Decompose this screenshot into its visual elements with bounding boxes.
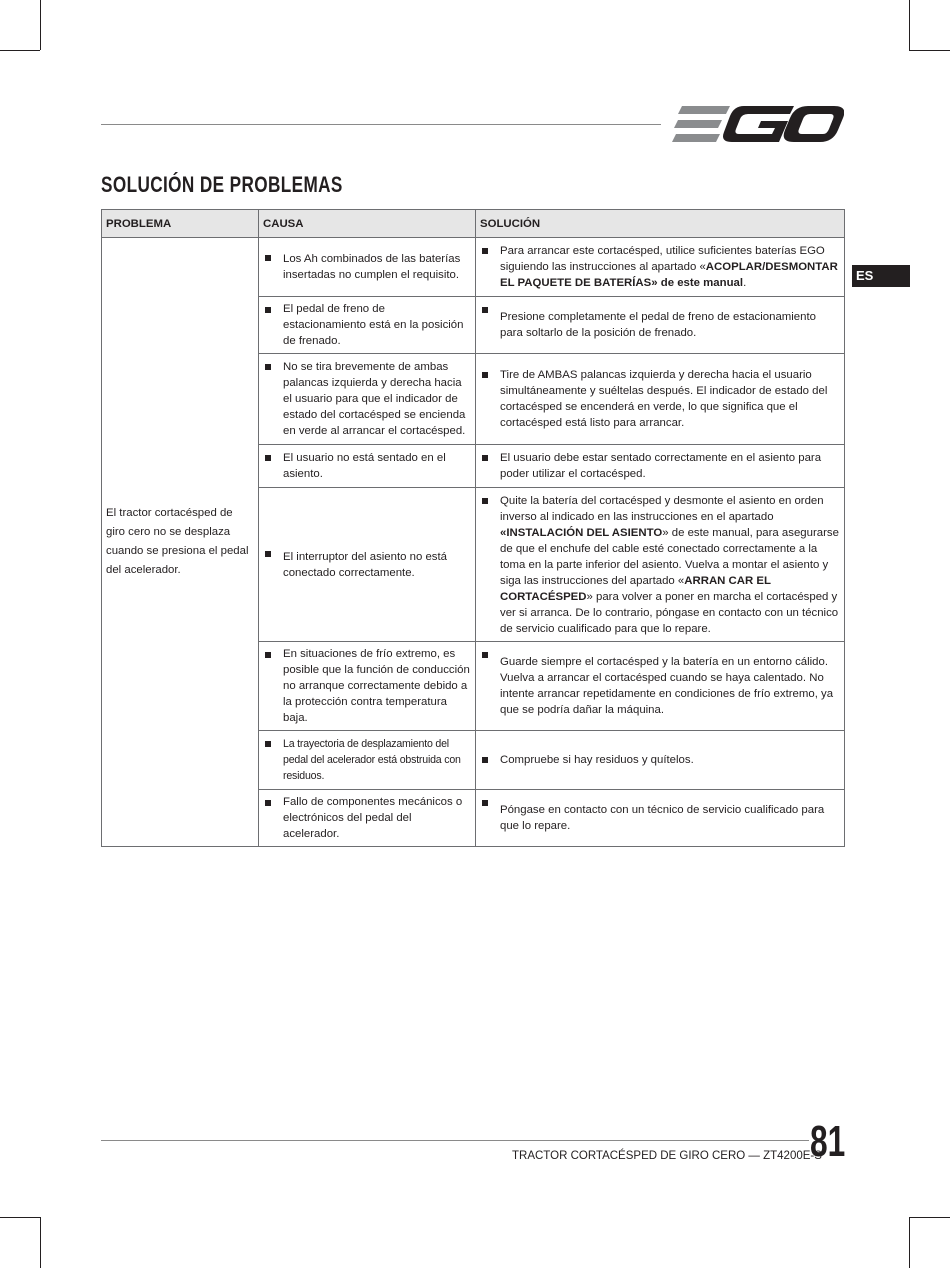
bullet-icon [482,498,488,504]
logo-g [723,106,794,142]
solution-cell [476,238,845,297]
crop-mark [40,0,41,50]
column-header-causa: CAUSA [259,210,476,238]
header-rule [101,124,661,125]
cause-cell [259,297,476,354]
cause-text: Los Ah combinados de las baterías insertadas no cumplen el requisito. [283,253,461,281]
bullet-icon [482,372,488,378]
bullet-icon [482,307,488,313]
cause-text: No se tira brevemente de ambas palancas izquierda y derecha hacia el usuario para que el indicador de estado del cortacésped se encienda en verde al arrancar el cortacésped. [283,361,466,437]
cause-cell [259,445,476,488]
solution-cell [476,488,845,642]
cause-cell [259,731,476,790]
logo-o [784,106,844,142]
bullet-icon [265,364,271,370]
crop-mark [0,50,40,51]
cause-cell [259,642,476,731]
bullet-icon [482,800,488,806]
solution-text: Tire de AMBAS palancas izquierda y derecha hacia el usuario simultáneamente y suéltelas después. El indicador de estado del cortacésped se encenderá en verde, lo que significa que el cortacésped está listo para arrancar. [500,369,828,429]
crop-mark [909,0,910,50]
column-header-problema: PROBLEMA [102,210,259,238]
cause-text: El pedal de freno de estacionamiento está en la posición de frenado. [283,303,464,347]
bullet-icon [265,455,271,461]
page-title: SOLUCIÓN DE PROBLEMAS [101,172,343,197]
bullet-icon [482,455,488,461]
solution-text: Guarde siempre el cortacésped y la batería en un entorno cálido. Vuelva a arrancar el cortacésped cuando se haya calentado. No intente arrancar repetidamente en condiciones de frío extremo, ya que se podría dañar la máquina. [500,656,834,716]
solution-cell [476,731,845,790]
cause-text: En situaciones de frío extremo, es posible que la función de conducción no arranque correctamente debido a la protección contra temperatura baja. [283,648,470,724]
crop-mark [909,50,950,51]
solution-text: Presione completamente el pedal de freno de estacionamiento para soltarlo de la posición de frenado. [500,311,816,339]
crop-mark [40,1217,41,1268]
table-header-row [102,210,845,238]
bullet-icon [265,551,271,557]
footer-text: TRACTOR CORTACÉSPED DE GIRO CERO — ZT4200E-S [512,1150,822,1162]
crop-mark [909,1217,950,1218]
cause-text: La trayectoria de desplazamiento del pedal del acelerador está obstruida con residuos. [283,738,461,782]
solution-text: Quite la batería del cortacésped y desmonte el asiento en orden inverso al indicado en las instrucciones en el apartado «INSTALACIÓN DEL ASIENTO» de este manual, para asegurarse de que el enchufe del cable esté conectado correctamente a la toma en la parte inferior del asiento. Vuelva a montar el asiento y siga las instrucciones del apartado «ARRAN CAR EL CORTACÉSPED» para volver a poner en marcha el cortacésped y ver si arranca. De lo contrario, póngase en contacto con un técnico de servicio cualificado para que lo repare. [500,494,839,635]
bullet-icon [265,255,271,261]
ego-logo [672,104,844,144]
solution-cell [476,642,845,731]
footer-rule [101,1140,809,1141]
table-row [102,238,845,297]
bullet-icon [265,307,271,313]
cause-cell [259,238,476,297]
solution-cell [476,354,845,445]
solution-text: Póngase en contacto con un técnico de servicio cualificado para que lo repare. [500,804,825,832]
troubleshooting-table [101,209,845,847]
page-number: 81 [810,1117,846,1166]
cause-text: El usuario no está sentado en el asiento. [283,452,446,480]
bullet-icon [265,800,271,806]
solution-text: El usuario debe estar sentado correctamente en el asiento para poder utilizar el cortacésped. [500,452,822,480]
bullet-icon [482,652,488,658]
bullet-icon [265,741,271,747]
solution-text: Compruebe si hay residuos y quítelos. [500,754,694,766]
language-tab: ES [852,265,910,287]
bullet-icon [482,757,488,763]
solution-text: Para arrancar este cortacésped, utilice suficientes baterías EGO siguiendo las instrucciones al apartado «ACOPLAR/DESMONTAR EL PAQUETE DE BATERÍAS» de este manual. [500,245,838,289]
problem-cell: El tractor cortacésped de giro cero no se desplaza cuando se presiona el pedal del acelerador. [102,238,259,847]
solution-cell [476,297,845,354]
cause-cell [259,790,476,847]
bullet-icon [265,652,271,658]
solution-cell [476,445,845,488]
crop-mark [909,1217,910,1268]
crop-mark [0,1217,40,1218]
cause-text: Fallo de componentes mecánicos o electrónicos del pedal del acelerador. [283,796,463,840]
cause-cell [259,488,476,642]
bullet-icon [482,248,488,254]
column-header-solucion: SOLUCIÓN [476,210,845,238]
cause-text: El interruptor del asiento no está conectado correctamente. [283,550,447,579]
cause-cell [259,354,476,445]
logo-e [672,106,730,142]
solution-cell [476,790,845,847]
